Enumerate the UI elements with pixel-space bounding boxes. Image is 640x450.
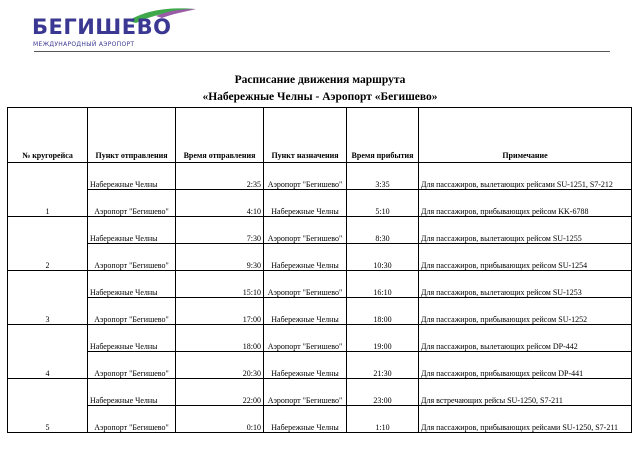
departure-time-cell: 18:00 <box>176 325 264 352</box>
departure-point-cell: Аэропорт "Бегишево" <box>88 190 176 217</box>
note-cell: Для пассажиров, прибывающих рейсом KK-6788 <box>419 190 632 217</box>
note-cell: Для пассажиров, вылетающих рейсом DP-442 <box>419 325 632 352</box>
header-departure-point: Пункт отправления <box>88 108 176 163</box>
schedule-table <box>7 107 632 433</box>
note-cell: Для пассажиров, прибывающих рейсом SU-1254 <box>419 244 632 271</box>
arrival-point-cell: Аэропорт "Бегишево" <box>264 217 347 244</box>
header-arrival-point: Пункт назначения <box>264 108 347 163</box>
departure-time-cell: 2:35 <box>176 163 264 190</box>
table-row <box>8 352 632 379</box>
header-divider <box>34 51 610 52</box>
note-cell: Для пассажиров, прибывающих рейсом DP-441 <box>419 352 632 379</box>
header-note: Примечание <box>419 108 632 163</box>
arrival-point-cell: Набережные Челны <box>264 190 347 217</box>
arrival-point-cell: Набережные Челны <box>264 298 347 325</box>
departure-point-cell: Аэропорт "Бегишево" <box>88 352 176 379</box>
table-row <box>8 217 632 244</box>
arrival-time-cell: 1:10 <box>347 406 419 433</box>
arrival-time-cell: 8:30 <box>347 217 419 244</box>
table-row <box>8 190 632 217</box>
table-row <box>8 163 632 190</box>
departure-point-cell: Аэропорт "Бегишево" <box>88 244 176 271</box>
table-row <box>8 379 632 406</box>
document-title: Расписание движения маршрута <box>234 74 406 86</box>
departure-time-cell: 9:30 <box>176 244 264 271</box>
arrival-point-cell: Аэропорт "Бегишево" <box>264 379 347 406</box>
arrival-point-cell: Набережные Челны <box>264 406 347 433</box>
route-number-cell: 1 <box>8 163 88 217</box>
table-row <box>8 406 632 433</box>
note-cell: Для пассажиров, вылетающих рейсом SU-1255 <box>419 217 632 244</box>
arrival-time-cell: 3:35 <box>347 163 419 190</box>
arrival-time-cell: 23:00 <box>347 379 419 406</box>
departure-time-cell: 22:00 <box>176 379 264 406</box>
note-cell: Для пассажиров, вылетающих рейсами SU-1251, S7-212 <box>419 163 632 190</box>
table-row <box>8 298 632 325</box>
note-cell: Для встречающих рейсы SU-1250, S7-211 <box>419 379 632 406</box>
table-row <box>8 325 632 352</box>
arrival-time-cell: 19:00 <box>347 325 419 352</box>
note-cell: Для пассажиров, вылетающих рейсом SU-1253 <box>419 271 632 298</box>
schedule-body <box>8 163 632 433</box>
airport-logo <box>30 6 200 50</box>
document-subtitle: «Набережные Челны - Аэропорт «Бегишево» <box>202 91 438 103</box>
departure-point-cell: Набережные Челны <box>88 217 176 244</box>
departure-time-cell: 17:00 <box>176 298 264 325</box>
table-row <box>8 244 632 271</box>
note-cell: Для пассажиров, прибывающих рейсами SU-1250, S7-211 <box>419 406 632 433</box>
arrival-time-cell: 18:00 <box>347 298 419 325</box>
departure-time-cell: 20:30 <box>176 352 264 379</box>
arrival-time-cell: 10:30 <box>347 244 419 271</box>
departure-time-cell: 4:10 <box>176 190 264 217</box>
departure-time-cell: 15:10 <box>176 271 264 298</box>
route-number-cell: 3 <box>8 271 88 325</box>
departure-time-cell: 7:30 <box>176 217 264 244</box>
departure-point-cell: Аэропорт "Бегишево" <box>88 298 176 325</box>
arrival-point-cell: Набережные Челны <box>264 352 347 379</box>
departure-time-cell: 0:10 <box>176 406 264 433</box>
arrival-point-cell: Аэропорт "Бегишево" <box>264 163 347 190</box>
table-header-row <box>8 108 632 163</box>
header-arrival-time: Время прибытия <box>347 108 419 163</box>
table-row <box>8 271 632 298</box>
route-number-cell: 4 <box>8 325 88 379</box>
route-number-cell: 5 <box>8 379 88 433</box>
arrival-time-cell: 21:30 <box>347 352 419 379</box>
note-cell: Для пассажиров, прибывающих рейсом SU-1252 <box>419 298 632 325</box>
header-departure-time: Время отправления <box>176 108 264 163</box>
arrival-point-cell: Аэропорт "Бегишево" <box>264 325 347 352</box>
logo-subtitle: МЕЖДУНАРОДНЫЙ АЭРОПОРТ <box>33 41 135 48</box>
departure-point-cell: Аэропорт "Бегишево" <box>88 406 176 433</box>
arrival-time-cell: 5:10 <box>347 190 419 217</box>
departure-point-cell: Набережные Челны <box>88 379 176 406</box>
departure-point-cell: Набережные Челны <box>88 163 176 190</box>
logo-name: БЕГИШЕВО <box>32 15 172 39</box>
arrival-point-cell: Аэропорт "Бегишево" <box>264 271 347 298</box>
arrival-time-cell: 16:10 <box>347 271 419 298</box>
route-number-cell: 2 <box>8 217 88 271</box>
arrival-point-cell: Набережные Челны <box>264 244 347 271</box>
header-route-number: № кругорейса <box>8 108 88 163</box>
departure-point-cell: Набережные Челны <box>88 325 176 352</box>
departure-point-cell: Набережные Челны <box>88 271 176 298</box>
